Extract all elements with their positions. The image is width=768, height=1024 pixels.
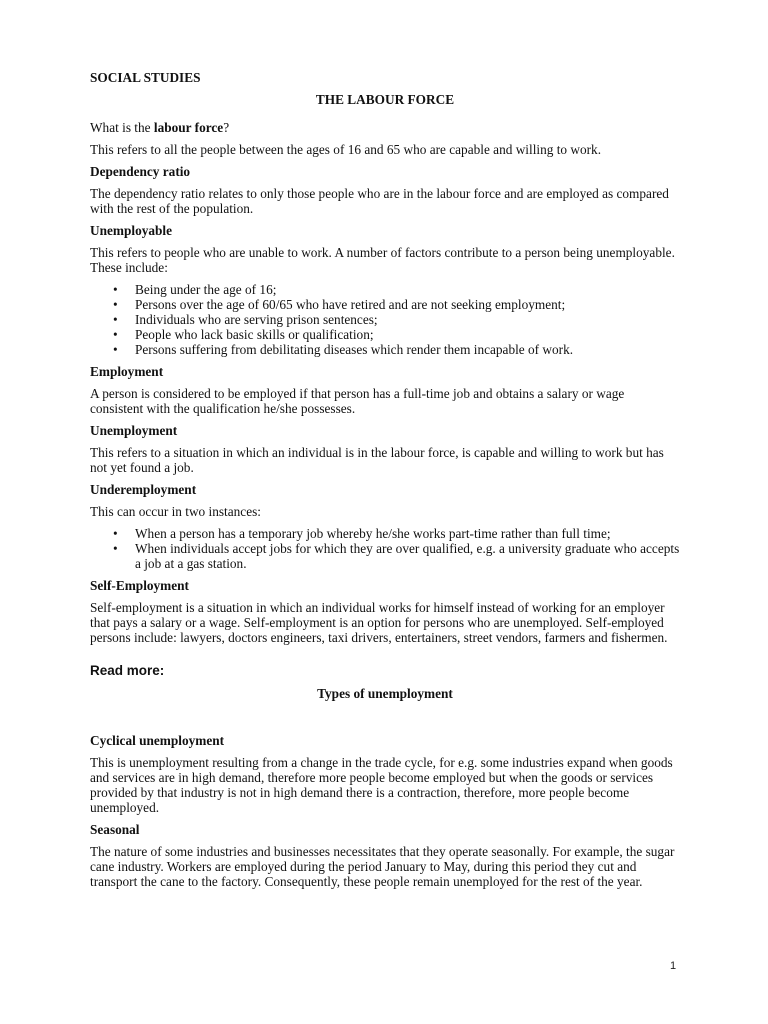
list-item: • People who lack basic skills or qualification; — [135, 327, 680, 342]
list-item: • Persons over the age of 60/65 who have retired and are not seeking employment; — [135, 297, 680, 312]
underemployment-list — [90, 526, 680, 571]
list-item: • When a person has a temporary job whereby he/she works part-time rather than full time; — [135, 526, 680, 541]
subject-heading: SOCIAL STUDIES — [90, 70, 201, 85]
question-prefix: What is the — [90, 120, 154, 135]
seasonal-heading: Seasonal — [90, 822, 140, 837]
labour-force-question — [90, 120, 680, 135]
read-more-link[interactable]: Read more: — [90, 663, 165, 678]
self-employment-heading: Self-Employment — [90, 578, 189, 593]
self-employment-text: Self-employment is a situation in which an individual works for himself instead of working for an employer that pays a salary or a wage. Self-employment is an option for persons who are unemployed. Self-employed persons include: lawyers, doctors engineers, taxi drivers, entertainers, street vendors, farmers and fishermen. — [90, 600, 668, 645]
seasonal-text: The nature of some industries and businesses necessitates that they operate seasonally. For example, the sugar cane industry. Workers are employed during the period January to May, during this period they cut and transport the cane to the factory. Consequently, these people remain unemployed for the rest of the year. — [90, 844, 675, 889]
question-bold: labour force — [153, 120, 224, 135]
employment-heading: Employment — [90, 364, 164, 379]
unemployment-heading: Unemployment — [90, 423, 178, 438]
page-number: 1 — [670, 960, 677, 972]
list-item: • When individuals accept jobs for which they are over qualified, e.g. a university graduate who accepts a job at a gas station. — [135, 541, 680, 571]
cyclical-text: This is unemployment resulting from a change in the trade cycle, for e.g. some industries expand when goods and services are in high demand, therefore more people become employed but when the goods or services provided by that industry is not in high demand there is a contraction, therefore, more people become unemployed. — [90, 755, 673, 815]
unemployment-text: This refers to a situation in which an individual is in the labour force, is capable and willing to work but has not yet found a job. — [90, 445, 664, 475]
cyclical-heading: Cyclical unemployment — [90, 733, 225, 748]
list-item: • Being under the age of 16; — [135, 282, 680, 297]
unemployable-heading: Unemployable — [90, 223, 173, 238]
list-item: • Persons suffering from debilitating diseases which render them incapable of work. — [135, 342, 680, 357]
document-page — [90, 70, 680, 896]
page-title: THE LABOUR FORCE — [315, 92, 455, 107]
unemployable-text: This refers to people who are unable to work. A number of factors contribute to a person being unemployable. These include: — [90, 245, 675, 275]
dependency-text: The dependency ratio relates to only those people who are in the labour force and are employed as compared with the rest of the population. — [90, 186, 669, 216]
underemployment-text: This can occur in two instances: — [90, 504, 261, 519]
employment-text: A person is considered to be employed if that person has a full-time job and obtains a salary or wage consistent with the qualification he/she possesses. — [90, 386, 625, 416]
question-suffix: ? — [223, 120, 230, 135]
list-item: • Individuals who are serving prison sentences; — [135, 312, 680, 327]
dependency-heading: Dependency ratio — [90, 164, 191, 179]
unemployable-list — [90, 282, 680, 357]
underemployment-heading: Underemployment — [90, 482, 197, 497]
labour-force-definition: This refers to all the people between the ages of 16 and 65 who are capable and willing to work. — [90, 142, 602, 157]
types-of-unemployment-title: Types of unemployment — [317, 686, 453, 701]
